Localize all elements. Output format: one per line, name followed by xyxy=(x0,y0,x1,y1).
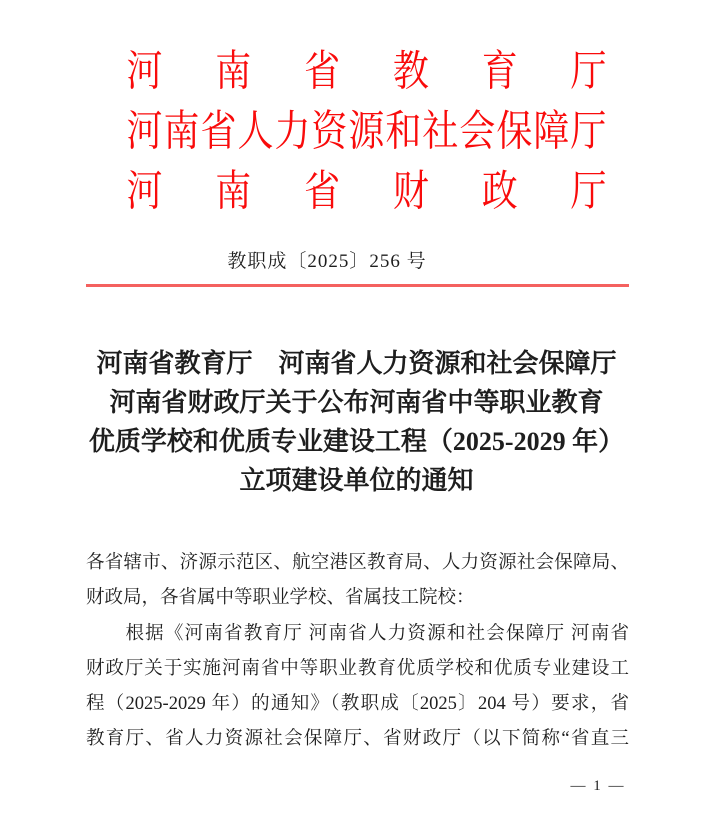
title-line-4: 立项建设单位的通知 xyxy=(239,466,474,495)
letterhead-agency-1: 河 南 省 教 育 厅 xyxy=(126,47,607,95)
letterhead-agency-2: 河 南 省 人 力 资 源 和 社 会 保 障 厅 xyxy=(126,107,607,155)
body-line-4: 财政厅关于实施河南省中等职业教育优质学校和优质专业建设工 xyxy=(86,658,629,679)
body-line-5: 程（2025-2029 年）的通知》（教职成〔2025〕204 号）要求，省 xyxy=(86,694,629,715)
document-number: 教职成〔2025〕256 号 xyxy=(227,251,427,272)
body-line-1: 各省辖市、济源示范区、航空港区教育局、人力资源社会保障局、 xyxy=(86,553,629,573)
body-text xyxy=(86,546,629,758)
red-divider-line xyxy=(86,284,629,287)
body-line-3: 根据《河南省教育厅 河南省人力资源和社会保障厅 河南省 xyxy=(86,623,629,644)
letterhead xyxy=(96,38,637,218)
document-title xyxy=(84,344,629,500)
title-line-3: 优质学校和优质专业建设工程（2025-2029 年） xyxy=(88,427,625,456)
title-line-1: 河南省教育厅 河南省人力资源和社会保障厅 xyxy=(96,349,617,378)
title-line-2: 河南省财政厅关于公布河南省中等职业教育 xyxy=(109,388,604,417)
page-number: — 1 — xyxy=(570,778,626,794)
letterhead-agency-3: 河 南 省 财 政 厅 xyxy=(126,167,607,215)
body-line-6: 教育厅、省人力资源社会保障厅、省财政厅（以下简称“省直三 xyxy=(86,729,629,750)
body-line-2: 财政局，各省属中等职业学校、省属技工院校： xyxy=(86,588,475,609)
